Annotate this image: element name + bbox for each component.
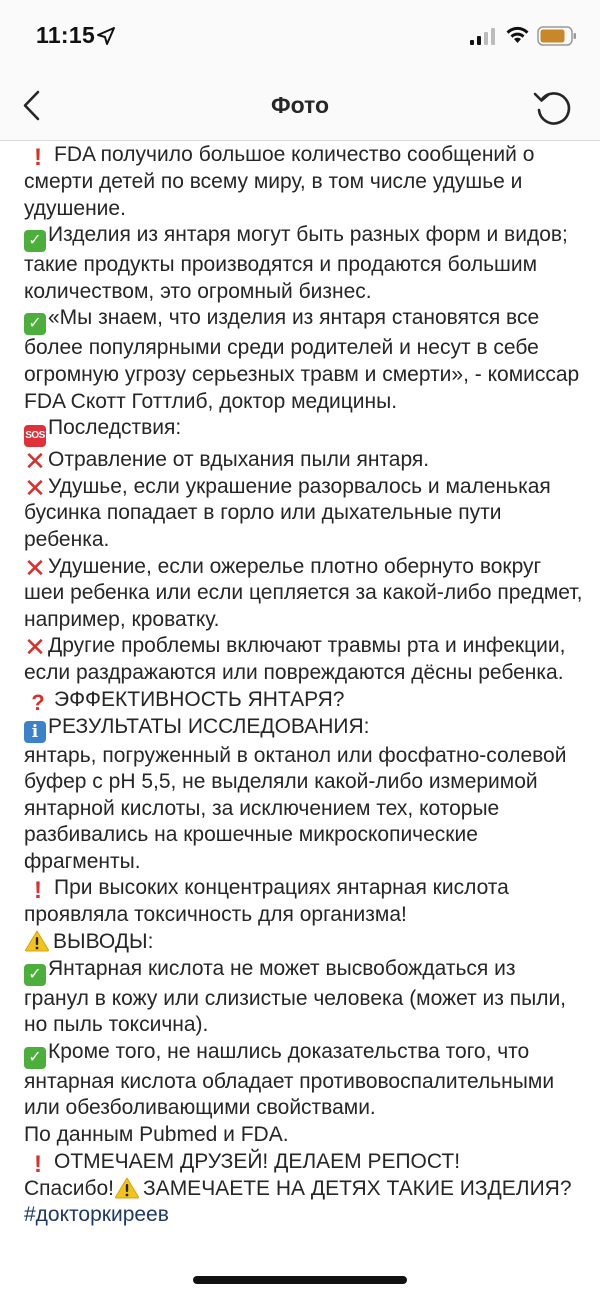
refresh-icon <box>530 84 576 130</box>
status-bar <box>0 0 600 72</box>
page-title: Фото <box>270 92 330 118</box>
exclamation-icon: ! <box>34 877 42 905</box>
caption-paragraph: ✕ Отравление от вдыхания пыли янтаря. <box>24 446 430 477</box>
caption-paragraph: янтарь, погруженный в октанол или фосфатно-солевой буфер с pH 5,5, не выделяли какой-либо измеримой янтарной кислоты, за исключением тех, которые разбивались на крошечные микроскопические фрагменты. <box>24 743 567 873</box>
caption-paragraph: ✕ Другие проблемы включают травмы рта и инфекции, если раздражаются или повреждаются дёсны ребенка. <box>24 632 566 684</box>
check-mark-icon: ✓ <box>24 1047 46 1069</box>
exclamation-icon: ! <box>34 144 42 171</box>
home-indicator[interactable] <box>193 1276 407 1284</box>
info-icon: i <box>24 721 46 743</box>
wifi-icon <box>505 25 530 44</box>
caption-paragraph: ! FDA получило большое количество сообщений о смерти детей по всему миру, в том числе удушье и удушение. <box>24 143 535 220</box>
caption-paragraph: SOS Последствия: <box>24 415 584 447</box>
caption-paragraph: ✓ Кроме того, не нашлись доказательства того, что янтарная кислота обладает противовоспалительными или обезболивающими свойствами. <box>24 1039 555 1120</box>
location-arrow-icon <box>96 26 116 46</box>
caption-paragraph: Спасибо! ЗАМЕЧАЕТЕ НА ДЕТЯХ ТАКИЕ ИЗДЕЛИЯ?#докторкиреев <box>24 1176 572 1227</box>
warning-icon <box>24 930 50 952</box>
exclamation-icon: ! <box>34 1150 42 1178</box>
navigation-bar <box>0 72 600 141</box>
cross-mark-icon: ✕ <box>24 552 46 583</box>
caption-paragraph: ! ОТМЕЧАЕМ ДРУЗЕЙ! ДЕЛАЕМ РЕПОСТ! <box>24 1149 584 1176</box>
battery-icon <box>537 26 577 46</box>
post-caption <box>24 142 584 1229</box>
caption-paragraph: i РЕЗУЛЬТАТЫ ИССЛЕДОВАНИЯ: <box>24 714 584 743</box>
cross-mark-icon: ✕ <box>24 446 46 477</box>
refresh-button[interactable] <box>530 84 576 130</box>
caption-paragraph: ✕ Удушье, если украшение разорвалось и маленькая бусинка попадает в горло или дыхательные пути ребенка. <box>24 472 551 551</box>
hashtag-link[interactable]: #докторкиреев <box>24 1203 169 1227</box>
question-mark-icon: ? <box>31 689 45 715</box>
warning-icon <box>114 1177 140 1199</box>
caption-paragraph: ✓ «Мы знаем, что изделия из янтаря становятся все более популярными среди родителей и несут в себе огромную угрозу серьезных травм и смерти», - комиссар FDA Скотт Готтлиб, доктор медицины. <box>24 306 580 413</box>
caption-paragraph: ! При высоких концентрациях янтарная кислота проявляла токсичность для организма! <box>24 876 509 927</box>
check-mark-icon: ✓ <box>24 313 46 335</box>
check-mark-icon: ✓ <box>24 230 46 252</box>
cellular-signal-icon <box>470 28 496 45</box>
cross-mark-icon: ✕ <box>24 472 46 503</box>
status-time: 11:15 <box>36 22 96 48</box>
cross-mark-icon: ✕ <box>24 632 46 663</box>
caption-paragraph: ВЫВОДЫ: <box>24 929 584 956</box>
caption-paragraph: ✕ Удушение, если ожерелье плотно обернуто вокруг шеи ребенка или если цепляется за какой-либо предмет, например, кроватку. <box>24 552 583 631</box>
check-mark-icon: ✓ <box>24 964 46 986</box>
sos-icon: SOS <box>24 425 46 447</box>
caption-paragraph: ✓ Изделия из янтаря могут быть разных форм и видов; такие продукты производятся и продаются большим количеством, это огромный бизнес. <box>24 223 568 303</box>
caption-paragraph: ? ЭФФЕКТИВНОСТЬ ЯНТАРЯ? <box>31 687 345 715</box>
caption-paragraph: По данным Pubmed и FDA. <box>24 1123 289 1147</box>
caption-paragraph: ✓ Янтарная кислота не может высвобождаться из гранул в кожу или слизистые человека (может из пыли, но пыль токсична). <box>24 956 567 1037</box>
